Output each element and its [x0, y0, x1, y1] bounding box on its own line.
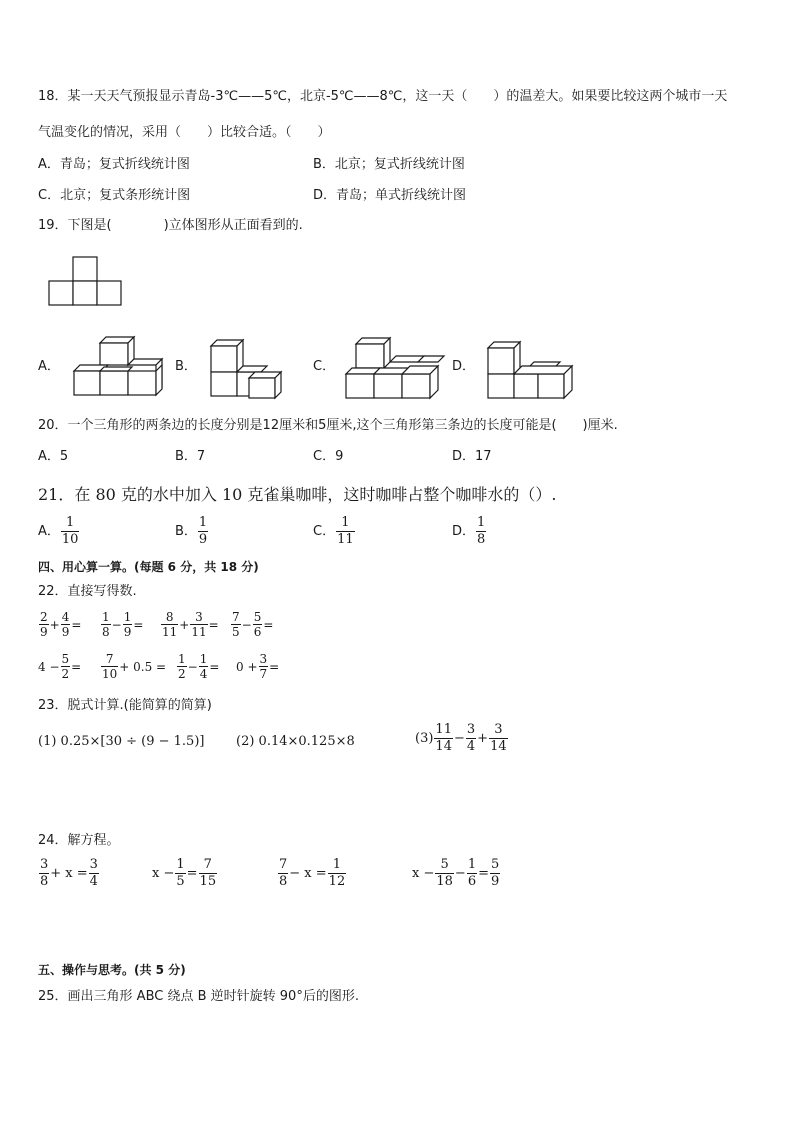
- q24-equation-4: x − $\frac{5}{18}$ − $\frac{1}{6}$ = $\frac{5}{9}$: [412, 857, 500, 889]
- section-5-title: 五、操作与思考。(共 5 分): [38, 963, 186, 977]
- q21-fraction-d: $\frac{1}{8}$: [477, 515, 486, 547]
- q22-stem: 22．直接写得数.: [38, 584, 137, 599]
- q23-part-3: (3) $\frac{11}{14}$ − $\frac{3}{4}$ + $\frac{3}{14}$: [415, 722, 507, 754]
- q21-option-b: [175, 515, 209, 548]
- q22-expr-7: $\frac{1}{2}$ − $\frac{1}{4}$ =: [178, 652, 220, 681]
- q22-expr-2: $\frac{1}{8}$ − $\frac{1}{9}$ =: [102, 610, 144, 639]
- q20-option-b: B．7: [175, 449, 206, 464]
- q19-label-a: A．: [38, 359, 60, 374]
- q19-label-d: D．: [452, 359, 476, 374]
- q21-fraction-b: $\frac{1}{9}$: [198, 515, 208, 547]
- q22-expr-8: 0 + $\frac{3}{7}$ =: [236, 652, 280, 681]
- q21-label-d: D．: [452, 523, 476, 539]
- q18-option-d: D．青岛；单式折线统计图: [313, 188, 467, 203]
- q19-label-c: C．: [313, 359, 336, 374]
- q19-option-c-solid: [344, 336, 444, 400]
- q18-line2: 气温变化的情况，采用（ ）比较合适。（ ）: [38, 125, 331, 140]
- q21-option-a: [38, 515, 80, 548]
- q18-option-a: A．青岛；复式折线统计图: [38, 157, 190, 172]
- q24-equation-2: x − $\frac{1}{5}$ = $\frac{7}{15}$: [152, 857, 217, 889]
- q20-option-d: D．17: [452, 449, 492, 464]
- q24-equation-3: $\frac{7}{8}$ − x = $\frac{1}{12}$: [279, 857, 346, 889]
- q20-stem: 20．一个三角形的两条边的长度分别是12厘米和5厘米,这个三角形第三条边的长度可能是( )厘米.: [38, 418, 618, 433]
- q23-part-1: (1) 0.25×[30 ÷ (9 − 1.5)]: [38, 734, 205, 749]
- q18-line1: 18．某一天天气预报显示青岛-3℃——5℃，北京-5℃——8℃，这一天（ ）的温差大。如果要比较这两个城市一天: [38, 89, 728, 104]
- q21-option-d: [452, 515, 487, 548]
- q22-expr-5: 4 − $\frac{5}{2}$ =: [38, 652, 82, 681]
- q21-stem: 21．在 80 克的水中加入 10 克雀巢咖啡，这时咖啡占整个咖啡水的（）.: [38, 485, 557, 504]
- q18-option-c: C．北京；复式条形统计图: [38, 188, 191, 203]
- q24-equation-1: $\frac{3}{8}$ + x = $\frac{3}{4}$: [40, 857, 98, 889]
- q18-option-b: B．北京；复式折线统计图: [313, 157, 465, 172]
- q20-option-c: C．9: [313, 449, 344, 464]
- q19-option-a-solid: [72, 335, 162, 400]
- q21-label-b: B．: [175, 523, 197, 539]
- q19-stem: 19．下图是( )立体图形从正面看到的.: [38, 218, 303, 233]
- q20-option-a: A．5: [38, 449, 69, 464]
- q22-expr-1: $\frac{2}{9}$ + $\frac{4}{9}$ =: [40, 610, 82, 639]
- q21-label-c: C．: [313, 523, 336, 539]
- q21-label-a: A．: [38, 523, 60, 539]
- q23-part-2: (2) 0.14×0.125×8: [236, 734, 355, 749]
- q23-stem: 23．脱式计算.(能简算的简算): [38, 698, 212, 713]
- q19-label-b: B．: [175, 359, 197, 374]
- q22-expr-4: $\frac{7}{5}$ − $\frac{5}{6}$ =: [232, 610, 274, 639]
- q24-stem: 24．解方程。: [38, 833, 120, 848]
- q21-fraction-c: $\frac{1}{11}$: [337, 515, 354, 547]
- q21-option-c: [313, 515, 356, 548]
- q19-option-d-solid: [486, 340, 578, 400]
- q25-stem: 25．画出三角形 ABC 绕点 B 逆时针旋转 90°后的图形.: [38, 989, 359, 1004]
- q22-expr-6: $\frac{7}{10}$ + 0.5 =: [102, 652, 167, 681]
- q19-front-view-figure: [48, 257, 128, 307]
- q21-fraction-a: $\frac{1}{10}$: [61, 515, 79, 547]
- section-4-title: 四、用心算一算。(每题 6 分，共 18 分): [38, 560, 259, 574]
- q22-expr-3: $\frac{8}{11}$ + $\frac{3}{11}$ =: [162, 610, 219, 639]
- q19-option-b-solid: [207, 338, 287, 400]
